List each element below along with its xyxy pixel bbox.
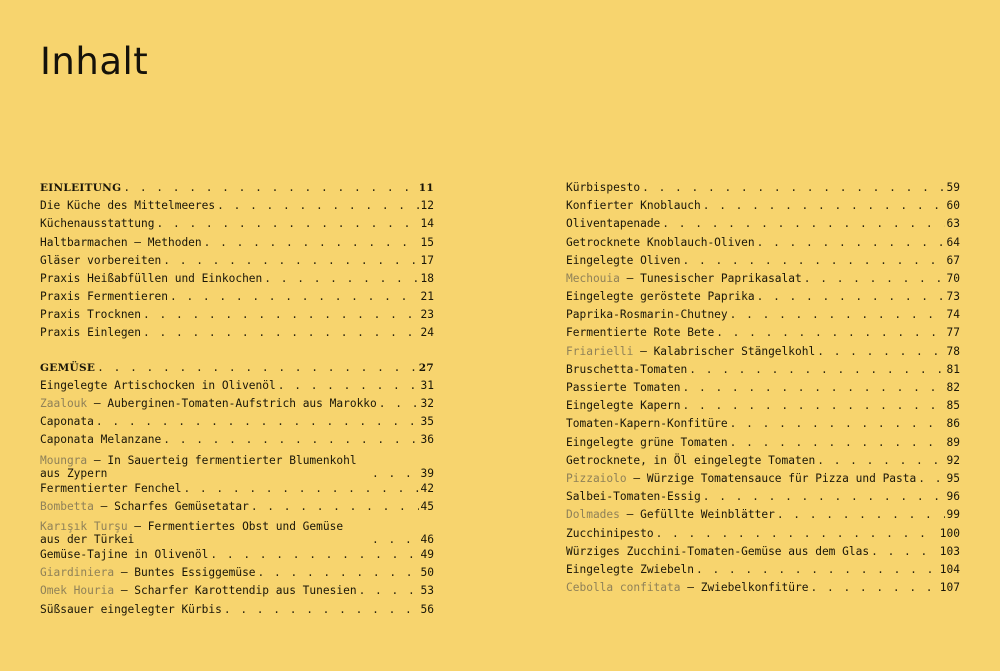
toc-entry: [40, 288, 434, 306]
toc-entry: [40, 450, 434, 480]
toc-entry: [40, 377, 434, 395]
entry-name: Oliventapenade: [566, 217, 661, 231]
entry-page: 42: [420, 481, 434, 495]
entry-page: 78: [946, 344, 960, 358]
leader-dots: [817, 343, 944, 361]
toc-entry: [566, 452, 960, 470]
entry-name: Praxis Fermentieren: [40, 290, 168, 304]
toc-entry: [40, 252, 434, 270]
leader-dots: [163, 431, 418, 449]
toc-entry: [40, 197, 434, 215]
toc-entry: [566, 361, 960, 379]
entry-name: Konfierter Knoblauch: [566, 199, 701, 213]
entry-name: – Zwiebelkonfitüre: [680, 581, 809, 595]
entry-page: 49: [420, 547, 434, 561]
leader-dots: [210, 546, 418, 564]
leader-dots: [123, 179, 416, 197]
toc-entry: [566, 470, 960, 488]
leader-dots: [683, 397, 945, 415]
entry-title: [40, 306, 141, 324]
entry-page: 53: [420, 584, 434, 598]
entry-name: Haltbarmachen – Methoden: [40, 235, 202, 249]
toc-entry: [40, 516, 434, 546]
entry-title: [40, 520, 370, 546]
entry-page: 67: [946, 253, 960, 267]
toc-entry: [40, 564, 434, 582]
toc-entry: [566, 343, 960, 361]
toc-entry: [40, 234, 434, 252]
entry-title: [566, 488, 701, 506]
entry-name: – In Sauerteig fermentierter Blumenkohl aus Zypern: [40, 453, 357, 480]
toc-section-heading: [40, 179, 434, 197]
leader-dots: [143, 306, 418, 324]
entry-title: [566, 288, 755, 306]
entry-title: [566, 252, 681, 270]
toc-entry: [40, 601, 434, 619]
entry-name: Würziges Zucchini-Tomaten-Gemüse aus dem Glas: [566, 544, 870, 558]
entry-name: – Buntes Essiggemüse: [114, 566, 256, 580]
leader-dots: [703, 488, 945, 506]
leader-dots: [359, 582, 419, 600]
entry-original-name: Mechouia: [566, 271, 620, 285]
section-label: GEMÜSE: [40, 361, 96, 374]
entry-title: [40, 252, 161, 270]
entry-name: – Gefüllte Weinblätter: [619, 508, 775, 522]
entry-title: [566, 579, 809, 597]
entry-page: 32: [420, 397, 434, 411]
entry-name: Bruschetta-Tomaten: [566, 362, 688, 376]
entry-name: – Auberginen-Tomaten-Aufstrich aus Marokko: [87, 397, 377, 411]
entry-page: 86: [946, 417, 960, 431]
entry-name: – Würzige Tomatensauce für Pizza und Pasta: [626, 471, 917, 485]
entry-title: [566, 561, 694, 579]
entry-page: 39: [420, 466, 434, 480]
entry-name: Fermentierter Fenchel: [40, 481, 182, 495]
entry-name: Süßsauer eingelegter Kürbis: [40, 602, 222, 616]
entry-name: Eingelegte Kapern: [566, 399, 681, 413]
entry-title: [40, 270, 262, 288]
entry-page: 63: [946, 217, 960, 231]
entry-page: 35: [420, 415, 434, 429]
entry-name: Eingelegte Zwiebeln: [566, 562, 694, 576]
leader-dots: [683, 252, 945, 270]
leader-dots: [157, 215, 419, 233]
entry-title: [40, 601, 222, 619]
entry-title: [40, 564, 256, 582]
leader-dots: [918, 470, 944, 488]
leader-dots: [97, 359, 417, 377]
entry-title: [566, 379, 681, 397]
leader-dots: [264, 270, 418, 288]
toc-entry: [40, 480, 434, 498]
entry-title: [40, 395, 377, 413]
entry-name: Eingelegte geröstete Paprika: [566, 290, 755, 304]
entry-title: [566, 343, 815, 361]
leader-dots: [703, 197, 945, 215]
entry-title: [566, 306, 728, 324]
entry-page: 56: [420, 602, 434, 616]
entry-name: Fermentierte Rote Bete: [566, 326, 715, 340]
toc-entry: [40, 413, 434, 431]
entry-page: 31: [420, 378, 434, 392]
toc-entry: [40, 546, 434, 564]
entry-page: 46: [420, 533, 434, 546]
entry-title: [40, 546, 208, 564]
leader-dots: [696, 561, 938, 579]
toc-entry: [566, 415, 960, 433]
entry-title: [566, 525, 654, 543]
leader-dots: [642, 179, 944, 197]
leader-dots: [730, 434, 945, 452]
entry-title: [566, 506, 775, 524]
entry-page: 73: [946, 290, 960, 304]
leader-dots: [278, 377, 419, 395]
entry-title: [566, 397, 681, 415]
toc-entry: [40, 306, 434, 324]
leader-dots: [163, 252, 418, 270]
entry-page: 18: [420, 271, 434, 285]
entry-title: [566, 270, 802, 288]
entry-page: 82: [946, 381, 960, 395]
entry-original-name: Zaalouk: [40, 397, 88, 411]
leader-dots: [871, 543, 938, 561]
entry-name: – Scharfes Gemüsetatar: [93, 499, 249, 513]
leader-dots: [817, 452, 944, 470]
toc-entry: [566, 379, 960, 397]
entry-page: 99: [946, 508, 960, 522]
entry-name: Getrocknete Knoblauch-Oliven: [566, 235, 755, 249]
toc-entry: [566, 561, 960, 579]
entry-page: 92: [946, 453, 960, 467]
entry-name: Gemüse-Tajine in Olivenöl: [40, 547, 209, 561]
toc-entry: [566, 306, 960, 324]
entry-page: 17: [420, 253, 434, 267]
entry-title: [566, 470, 916, 488]
entry-title: [40, 582, 357, 600]
entry-title: [566, 415, 728, 433]
leader-dots: [217, 197, 418, 215]
leader-dots: [757, 288, 945, 306]
entry-page: 23: [420, 308, 434, 322]
entry-name: Zucchinipesto: [566, 526, 654, 540]
entry-page: 70: [946, 271, 960, 285]
entry-page: 77: [946, 326, 960, 340]
entry-name: Küchenausstattung: [40, 217, 155, 231]
toc-entry: [40, 431, 434, 449]
entry-original-name: Friarielli: [566, 344, 634, 358]
toc-entry: [40, 395, 434, 413]
entry-title: [566, 452, 815, 470]
entry-title: [40, 431, 161, 449]
entry-original-name: Dolmades: [566, 508, 620, 522]
entry-page: 74: [946, 308, 960, 322]
leader-dots: [96, 413, 419, 431]
entry-name: Passierte Tomaten: [566, 381, 681, 395]
toc-entry: [566, 397, 960, 415]
toc-entry: [566, 325, 960, 343]
toc-entry: [566, 179, 960, 197]
toc-entry: [566, 197, 960, 215]
entry-title: [40, 324, 141, 342]
entry-title: [566, 234, 755, 252]
entry-title: [40, 413, 94, 431]
toc-entry: [566, 288, 960, 306]
entry-name: Praxis Heißabfüllen und Einkochen: [40, 271, 263, 285]
toc-entry: [566, 579, 960, 597]
entry-title: [40, 288, 168, 306]
leader-dots: [204, 234, 419, 252]
leader-dots: [170, 288, 419, 306]
entry-name: – Scharfer Karottendip aus Tunesien: [114, 584, 357, 598]
toc-left-column: [40, 179, 434, 619]
leader-dots: [689, 361, 944, 379]
entry-title: [40, 215, 155, 233]
entry-page: 100: [939, 526, 960, 540]
toc-entry: [40, 325, 434, 343]
entry-name: Salbei-Tomaten-Essig: [566, 490, 701, 504]
entry-page: 95: [946, 471, 960, 485]
entry-title: [40, 498, 249, 516]
toc-entry: [566, 434, 960, 452]
entry-page: 59: [946, 180, 960, 194]
entry-name: Eingelegte Artischocken in Olivenöl: [40, 378, 276, 392]
toc-section-heading: [40, 359, 434, 377]
entry-title: [40, 377, 276, 395]
entry-page: 36: [420, 433, 434, 447]
leader-dots: [804, 270, 945, 288]
entry-title: [566, 434, 728, 452]
entry-name: Praxis Einlegen: [40, 326, 142, 340]
entry-page: 89: [946, 435, 960, 449]
toc-entry: [40, 215, 434, 233]
entry-name: – Tunesischer Paprikasalat: [619, 271, 802, 285]
toc-entry: [566, 525, 960, 543]
leader-dots: [143, 324, 418, 342]
entry-name: Die Küche des Mittelmeeres: [40, 199, 216, 213]
entry-page: 24: [420, 326, 434, 340]
entry-name: – Fermentiertes Obst und Gemüse aus der Türkei: [40, 520, 344, 546]
leader-dots: [258, 564, 419, 582]
entry-title: [566, 361, 687, 379]
entry-page: 96: [946, 490, 960, 504]
leader-dots: [811, 579, 938, 597]
entry-original-name: Pizzaiolo: [566, 471, 627, 485]
toc-entry: [566, 506, 960, 524]
entry-page: 64: [946, 235, 960, 249]
toc-entry: [40, 270, 434, 288]
section-page: 27: [418, 361, 434, 374]
leader-dots: [683, 379, 945, 397]
entry-title: [566, 215, 660, 233]
entry-page: 104: [939, 562, 960, 576]
leader-dots: [372, 467, 419, 480]
leader-dots: [757, 234, 945, 252]
entry-page: 21: [420, 290, 434, 304]
toc-entry: [566, 234, 960, 252]
leader-dots: [730, 306, 945, 324]
toc-entry: [40, 498, 434, 516]
entry-original-name: Omek Houria: [40, 584, 115, 598]
section-label: EINLEITUNG: [40, 181, 122, 194]
entry-page: 12: [420, 199, 434, 213]
toc-entry: [566, 270, 960, 288]
entry-page: 103: [939, 544, 960, 558]
entry-name: Tomaten-Kapern-Konfitüre: [566, 417, 728, 431]
leader-dots: [730, 415, 945, 433]
leader-dots: [716, 324, 944, 342]
entry-page: 60: [946, 199, 960, 213]
entry-title: [566, 179, 640, 197]
leader-dots: [372, 533, 419, 546]
entry-title: [566, 324, 714, 342]
entry-page: 107: [939, 581, 960, 595]
entry-name: Praxis Trocknen: [40, 308, 142, 322]
entry-page: 15: [420, 235, 434, 249]
entry-page: 45: [420, 499, 434, 513]
entry-original-name: Moungra: [40, 453, 88, 467]
entry-name: Getrocknete, in Öl eingelegte Tomaten: [566, 453, 816, 467]
page-title: Inhalt: [40, 40, 149, 83]
entry-name: Caponata: [40, 415, 94, 429]
leader-dots: [656, 525, 938, 543]
leader-dots: [183, 480, 418, 498]
leader-dots: [379, 395, 419, 413]
entry-name: Eingelegte grüne Tomaten: [566, 435, 728, 449]
entry-name: Caponata Melanzane: [40, 433, 162, 447]
entry-original-name: Karışık Turşu: [40, 520, 128, 533]
entry-title: [566, 543, 869, 561]
leader-dots: [662, 215, 944, 233]
entry-page: 85: [946, 399, 960, 413]
entry-original-name: Bombetta: [40, 499, 94, 513]
toc-right-column: [566, 179, 960, 597]
entry-name: Gläser vorbereiten: [40, 253, 162, 267]
leader-dots: [224, 601, 419, 619]
toc-entry: [566, 252, 960, 270]
toc-entry: [40, 582, 434, 600]
entry-title: [40, 197, 215, 215]
toc-entry: [566, 215, 960, 233]
entry-page: 14: [420, 217, 434, 231]
entry-name: Eingelegte Oliven: [566, 253, 681, 267]
entry-title: [566, 197, 701, 215]
toc-entry: [566, 543, 960, 561]
entry-title: [40, 480, 181, 498]
entry-original-name: Cebolla confitata: [566, 581, 681, 595]
entry-page: 81: [946, 362, 960, 376]
entry-title: [40, 454, 370, 480]
entry-original-name: Giardiniera: [40, 566, 115, 580]
entry-title: [40, 234, 202, 252]
entry-name: – Kalabrischer Stängelkohl: [633, 344, 816, 358]
entry-name: Kürbispesto: [566, 180, 641, 194]
entry-page: 50: [420, 566, 434, 580]
leader-dots: [251, 498, 419, 516]
entry-name: Paprika-Rosmarin-Chutney: [566, 308, 728, 322]
leader-dots: [777, 506, 945, 524]
section-page: 11: [418, 181, 434, 194]
toc-entry: [566, 488, 960, 506]
